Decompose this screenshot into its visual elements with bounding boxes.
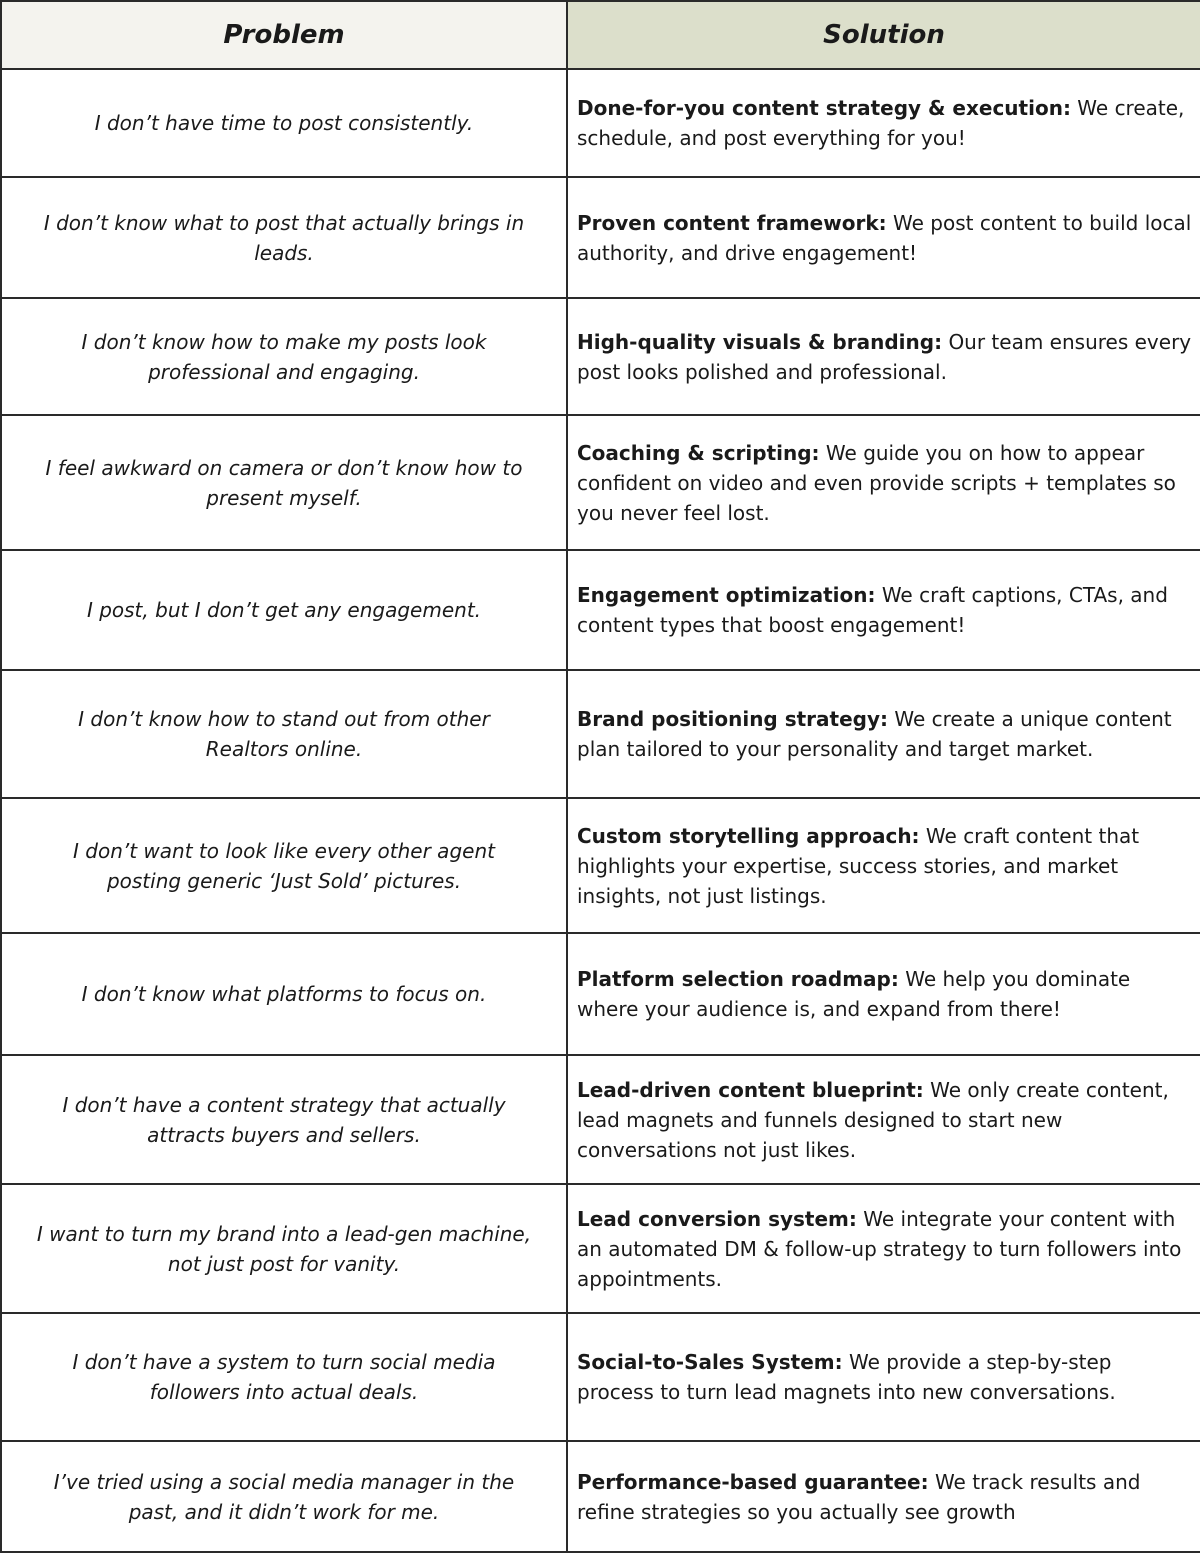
table-body — [1, 69, 1200, 1552]
problem-cell: I don’t want to look like every other agent posting generic ‘Just Sold’ pictures. — [1, 798, 567, 933]
solution-title: Social-to-Sales System: — [577, 1350, 843, 1374]
table-row — [1, 1055, 1200, 1184]
solution-text: We only create content, lead magnets and funnels designed to start new conversations not just likes. — [577, 1077, 1169, 1162]
solution-cell — [567, 415, 1200, 550]
solution-title: Platform selection roadmap: — [577, 967, 899, 991]
solution-text: We help you dominate where your audience is, and expand from there! — [577, 967, 1131, 1021]
solution-title: Proven content framework: — [577, 210, 887, 235]
solution-title: Custom storytelling approach: — [577, 823, 920, 848]
solution-text: Our team ensures every post looks polished and professional. — [577, 329, 1192, 384]
solution-title: Engagement optimization: — [577, 583, 876, 607]
solution-cell — [567, 670, 1200, 798]
problem-cell: I don’t know how to stand out from other Realtors online. — [1, 670, 567, 798]
table-row — [1, 798, 1200, 933]
solution-cell — [567, 550, 1200, 670]
problem-cell: I want to turn my brand into a lead-gen machine, not just post for vanity. — [1, 1184, 567, 1313]
solution-title: Coaching & scripting: — [577, 440, 820, 465]
solution-title: Lead conversion system: — [577, 1206, 857, 1231]
solution-title: Done-for-you content strategy & execution: — [577, 96, 1071, 120]
solution-text: We create a unique content plan tailored to your personality and target market. — [577, 707, 1172, 761]
problem-column-header: Problem — [1, 1, 567, 69]
solution-text: We create, schedule, and post everything for you! — [577, 96, 1185, 150]
solution-cell — [567, 1184, 1200, 1313]
problem-cell: I post, but I don’t get any engagement. — [1, 550, 567, 670]
table-row — [1, 177, 1200, 298]
problem-cell: I don’t know what platforms to focus on. — [1, 933, 567, 1055]
solution-cell — [567, 933, 1200, 1055]
solution-text: We craft captions, CTAs, and content types that boost engagement! — [577, 583, 1168, 637]
table-row — [1, 933, 1200, 1055]
table-row — [1, 69, 1200, 177]
solution-text: We track results and refine strategies so you actually see growth — [577, 1469, 1141, 1524]
solution-cell — [567, 1313, 1200, 1441]
solution-column-header: Solution — [567, 1, 1200, 69]
table-row — [1, 1184, 1200, 1313]
solution-title: Brand positioning strategy: — [577, 707, 889, 731]
problem-cell: I don’t know how to make my posts look professional and engaging. — [1, 298, 567, 415]
problem-cell: I feel awkward on camera or don’t know how to present myself. — [1, 415, 567, 550]
table-row — [1, 415, 1200, 550]
solution-text: We provide a step-by-step process to turn lead magnets into new conversations. — [577, 1350, 1116, 1404]
problem-cell: I don’t have a content strategy that actually attracts buyers and sellers. — [1, 1055, 567, 1184]
solution-cell — [567, 298, 1200, 415]
solution-text: We guide you on how to appear confident on video and even provide scripts + templates so you never feel lost. — [577, 440, 1176, 525]
solution-title: Performance-based guarantee: — [577, 1469, 929, 1494]
header-row — [1, 1, 1200, 69]
solution-title: Lead-driven content blueprint: — [577, 1077, 924, 1102]
table-header — [1, 1, 1200, 69]
solution-cell — [567, 798, 1200, 933]
solution-cell — [567, 1055, 1200, 1184]
problem-cell: I don’t have a system to turn social media followers into actual deals. — [1, 1313, 567, 1441]
solution-cell — [567, 1441, 1200, 1552]
table-row — [1, 1441, 1200, 1552]
solution-text: We integrate your content with an automated DM & follow-up strategy to turn followers into appointments. — [577, 1206, 1182, 1291]
solution-text: We craft content that highlights your expertise, success stories, and market insights, not just listings. — [577, 823, 1140, 908]
table-row — [1, 298, 1200, 415]
table-row — [1, 670, 1200, 798]
problem-cell: I’ve tried using a social media manager in the past, and it didn’t work for me. — [1, 1441, 567, 1552]
solution-cell — [567, 177, 1200, 298]
table-row — [1, 550, 1200, 670]
problem-cell: I don’t have time to post consistently. — [1, 69, 567, 177]
table-row — [1, 1313, 1200, 1441]
solution-cell — [567, 69, 1200, 177]
solution-text: We post content to build local authority, and drive engagement! — [577, 210, 1192, 265]
solution-title: High-quality visuals & branding: — [577, 329, 943, 354]
problem-cell: I don’t know what to post that actually brings in leads. — [1, 177, 567, 298]
